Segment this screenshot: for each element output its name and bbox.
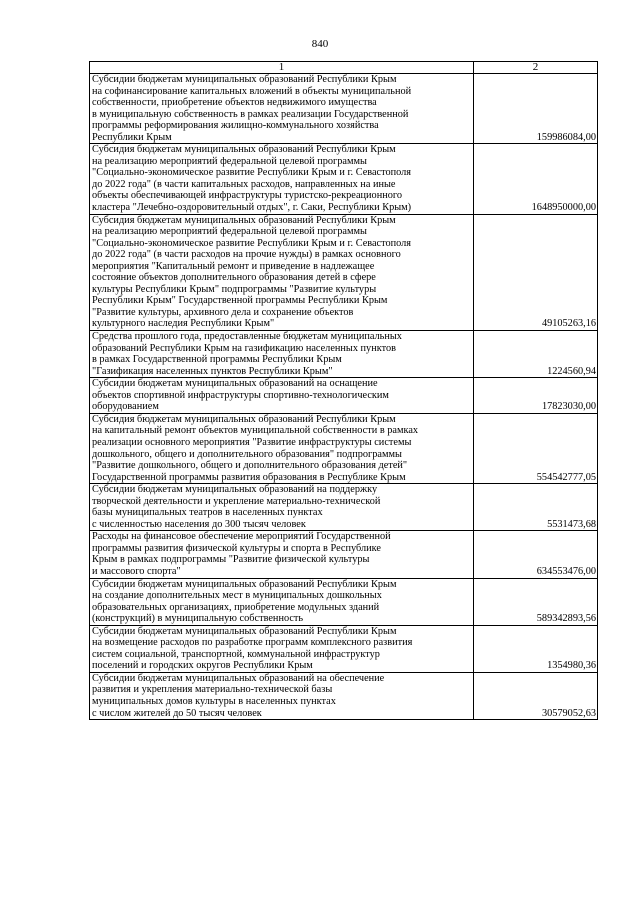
row-amount: 554542777,05 (474, 413, 598, 483)
row-description: Субсидии бюджетам муниципальных образований на поддержку творческой деятельности и укрепление материально-технической базы муниципальных театров в населенных пунктах с численностью населения до 300 тысяч человек (90, 484, 474, 531)
table-row (90, 378, 598, 414)
table-row (90, 144, 598, 214)
row-description: Средства прошлого года, предоставленные бюджетам муниципальных образований Республики Крым на газификацию населенных пунктов в рамках Государственной программы Республики Крым "Газификация населенных пунктов Республики Крым" (90, 331, 474, 378)
row-description: Субсидия бюджетам муниципальных образований Республики Крым на реализацию мероприятий федеральной целевой программы "Социально-экономическое развитие Республики Крым и г. Севастополя до 2022 года" (в части капитальных расходов, направленных на иные объекты обеспечивающей инфраструктуры туристско-рекреационного кластера "Лечебно-оздоровительный отдых", г. Саки, Республики Крым) (90, 144, 474, 214)
row-amount: 30579052,63 (474, 672, 598, 719)
table-row (90, 331, 598, 378)
row-description: Субсидия бюджетам муниципальных образований Республики Крым на капитальный ремонт объектов муниципальной собственности в рамках реализации основного мероприятия "Развитие инфраструктуры системы дошкольного, общего и дополнительного образования" подпрограммы "Развитие дошкольного, общего и дополнительного образования детей" Государственной программы развития образования в Республике Крым (90, 413, 474, 483)
row-amount: 1224560,94 (474, 331, 598, 378)
row-description: Субсидии бюджетам муниципальных образований на оснащение объектов спортивной инфраструктуры спортивно-технологическим оборудованием (90, 378, 474, 414)
table-header-row (90, 62, 598, 74)
column-header-amount: 2 (474, 62, 598, 74)
row-description: Субсидии бюджетам муниципальных образований Республики Крым на софинансирование капитальных вложений в объекты муниципальной собственности, приобретение объектов недвижимого имущества в муниципальную собственность в рамках реализации Государственной программы реформирования жилищно-коммунального хозяйства Республики Крым (90, 74, 474, 144)
row-amount: 589342893,56 (474, 578, 598, 625)
table-row (90, 625, 598, 672)
row-amount: 1354980,36 (474, 625, 598, 672)
row-description: Расходы на финансовое обеспечение мероприятий Государственной программы развития физической культуры и спорта в Республике Крым в рамках подпрограммы "Развитие физической культуры и массового спорта" (90, 531, 474, 578)
table-row (90, 74, 598, 144)
row-amount: 49105263,16 (474, 214, 598, 330)
row-description: Субсидия бюджетам муниципальных образований Республики Крым на реализацию мероприятий федеральной целевой программы "Социально-экономическое развитие Республики Крым и г. Севастополя до 2022 года" (в части расходов на прочие нужды) в рамках основного мероприятия "Капитальный ремонт и приведение в надлежащее состояние объектов дополнительного образования детей в сфере культуры Республики Крым" подпрограммы "Развитие культуры Республики Крым" Государственной программы Республики Крым "Развитие культуры, архивного дела и сохранение объектов культурного наследия Республики Крым" (90, 214, 474, 330)
column-header-description: 1 (90, 62, 474, 74)
page-number: 840 (311, 38, 329, 50)
table-row (90, 672, 598, 719)
row-amount: 17823030,00 (474, 378, 598, 414)
row-amount: 159986084,00 (474, 74, 598, 144)
row-amount: 1648950000,00 (474, 144, 598, 214)
table-row (90, 413, 598, 483)
row-description: Субсидии бюджетам муниципальных образований на обеспечение развития и укрепления материально-технической базы муниципальных домов культуры в населенных пунктах с числом жителей до 50 тысяч человек (90, 672, 474, 719)
subsidy-table (89, 61, 598, 720)
table-row (90, 214, 598, 330)
table-row (90, 531, 598, 578)
row-amount: 5531473,68 (474, 484, 598, 531)
row-description: Субсидии бюджетам муниципальных образований Республики Крым на возмещение расходов по разработке программ комплексного развития систем социальной, транспортной, коммунальной инфраструктур поселений и городских округов Республики Крым (90, 625, 474, 672)
row-amount: 634553476,00 (474, 531, 598, 578)
row-description: Субсидии бюджетам муниципальных образований Республики Крым на создание дополнительных мест в муниципальных дошкольных образовательных организациях, приобретение модульных зданий (конструкций) в муниципальную собственность (90, 578, 474, 625)
table-row (90, 484, 598, 531)
table-row (90, 578, 598, 625)
